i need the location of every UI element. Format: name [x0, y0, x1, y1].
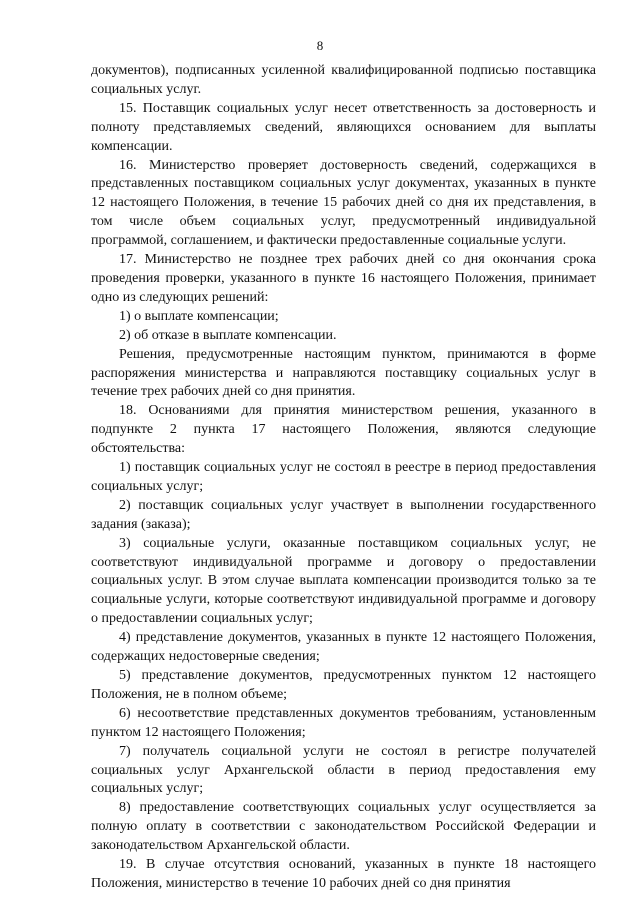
document-body	[91, 62, 596, 894]
subitem-18-2: 2) поставщик социальных услуг участвует в выполнении государственного задания (заказа);	[91, 497, 596, 532]
paragraph-continuation: документов), подписанных усиленной квалифицированной подписью поставщика социальных услуг.	[91, 63, 596, 97]
paragraph-item-18: 18. Основаниями для принятия министерством решения, указанного в подпункте 2 пункта 17 настоящего Положения, являются следующие обстоятельства:	[91, 403, 596, 457]
subitem-17-2: 2) об отказе в выплате компенсации.	[119, 327, 337, 343]
paragraph-item-15: 15. Поставщик социальных услуг несет ответственность за достоверность и полноту представляемых сведений, являющихся основанием для выплаты компенсации.	[91, 100, 596, 154]
paragraph-item-19: 19. В случае отсутствия оснований, указанных в пункте 18 настоящего Положения, министерство в течение 10 рабочих дней со дня принятия	[91, 857, 596, 891]
page-number: 8	[316, 38, 324, 53]
subitem-18-1: 1) поставщик социальных услуг не состоял в реестре в период предоставления социальных услуг;	[91, 460, 596, 494]
subitem-17-1: 1) о выплате компенсации;	[119, 308, 279, 324]
paragraph-item-16: 16. Министерство проверяет достоверность сведений, содержащихся в представленных поставщиком социальных услуг документах, указанных в пункте 12 настоящего Положения, в течение 15 рабочих дней со дня их представления, в том числе объем социальных услуг, предусмотренный индивидуальной программой, соглашением, и фактически предоставленные социальные услуги.	[91, 157, 596, 249]
subitem-18-3: 3) социальные услуги, оказанные поставщиком социальных услуг, не соответствуют индивидуальной программе и договору о предоставлении социальных услуг. В этом случае выплата компенсации производится только за те социальные услуги, которые соответствуют индивидуальной программе и договору о предоставлении социальных услуг;	[91, 535, 596, 627]
paragraph-decisions: Решения, предусмотренные настоящим пунктом, принимаются в форме распоряжения министерства и направляются поставщику социальных услуг в течение трех рабочих дней со дня принятия.	[91, 346, 596, 400]
paragraph-item-17: 17. Министерство не позднее трех рабочих дней со дня окончания срока проведения проверки, указанного в пункте 16 настоящего Положения, принимает одно из следующих решений:	[91, 252, 596, 305]
subitem-18-8: 8) предоставление соответствующих социальных услуг осуществляется за полную оплату в соответствии с законодательством Российской Федерации и законодательством Архангельской области.	[91, 800, 596, 854]
subitem-18-4: 4) представление документов, указанных в пункте 12 настоящего Положения, содержащих недостоверные сведения;	[91, 630, 596, 665]
subitem-18-6: 6) несоответствие представленных документов требованиям, установленным пунктом 12 настоящего Положения;	[91, 705, 596, 740]
subitem-18-7: 7) получатель социальной услуги не состоял в регистре получателей социальных услуг Архангельской области в период предоставления ему социальных услуг;	[91, 743, 596, 797]
subitem-18-5: 5) представление документов, предусмотренных пунктом 12 настоящего Положения, не в полном объеме;	[91, 668, 596, 702]
